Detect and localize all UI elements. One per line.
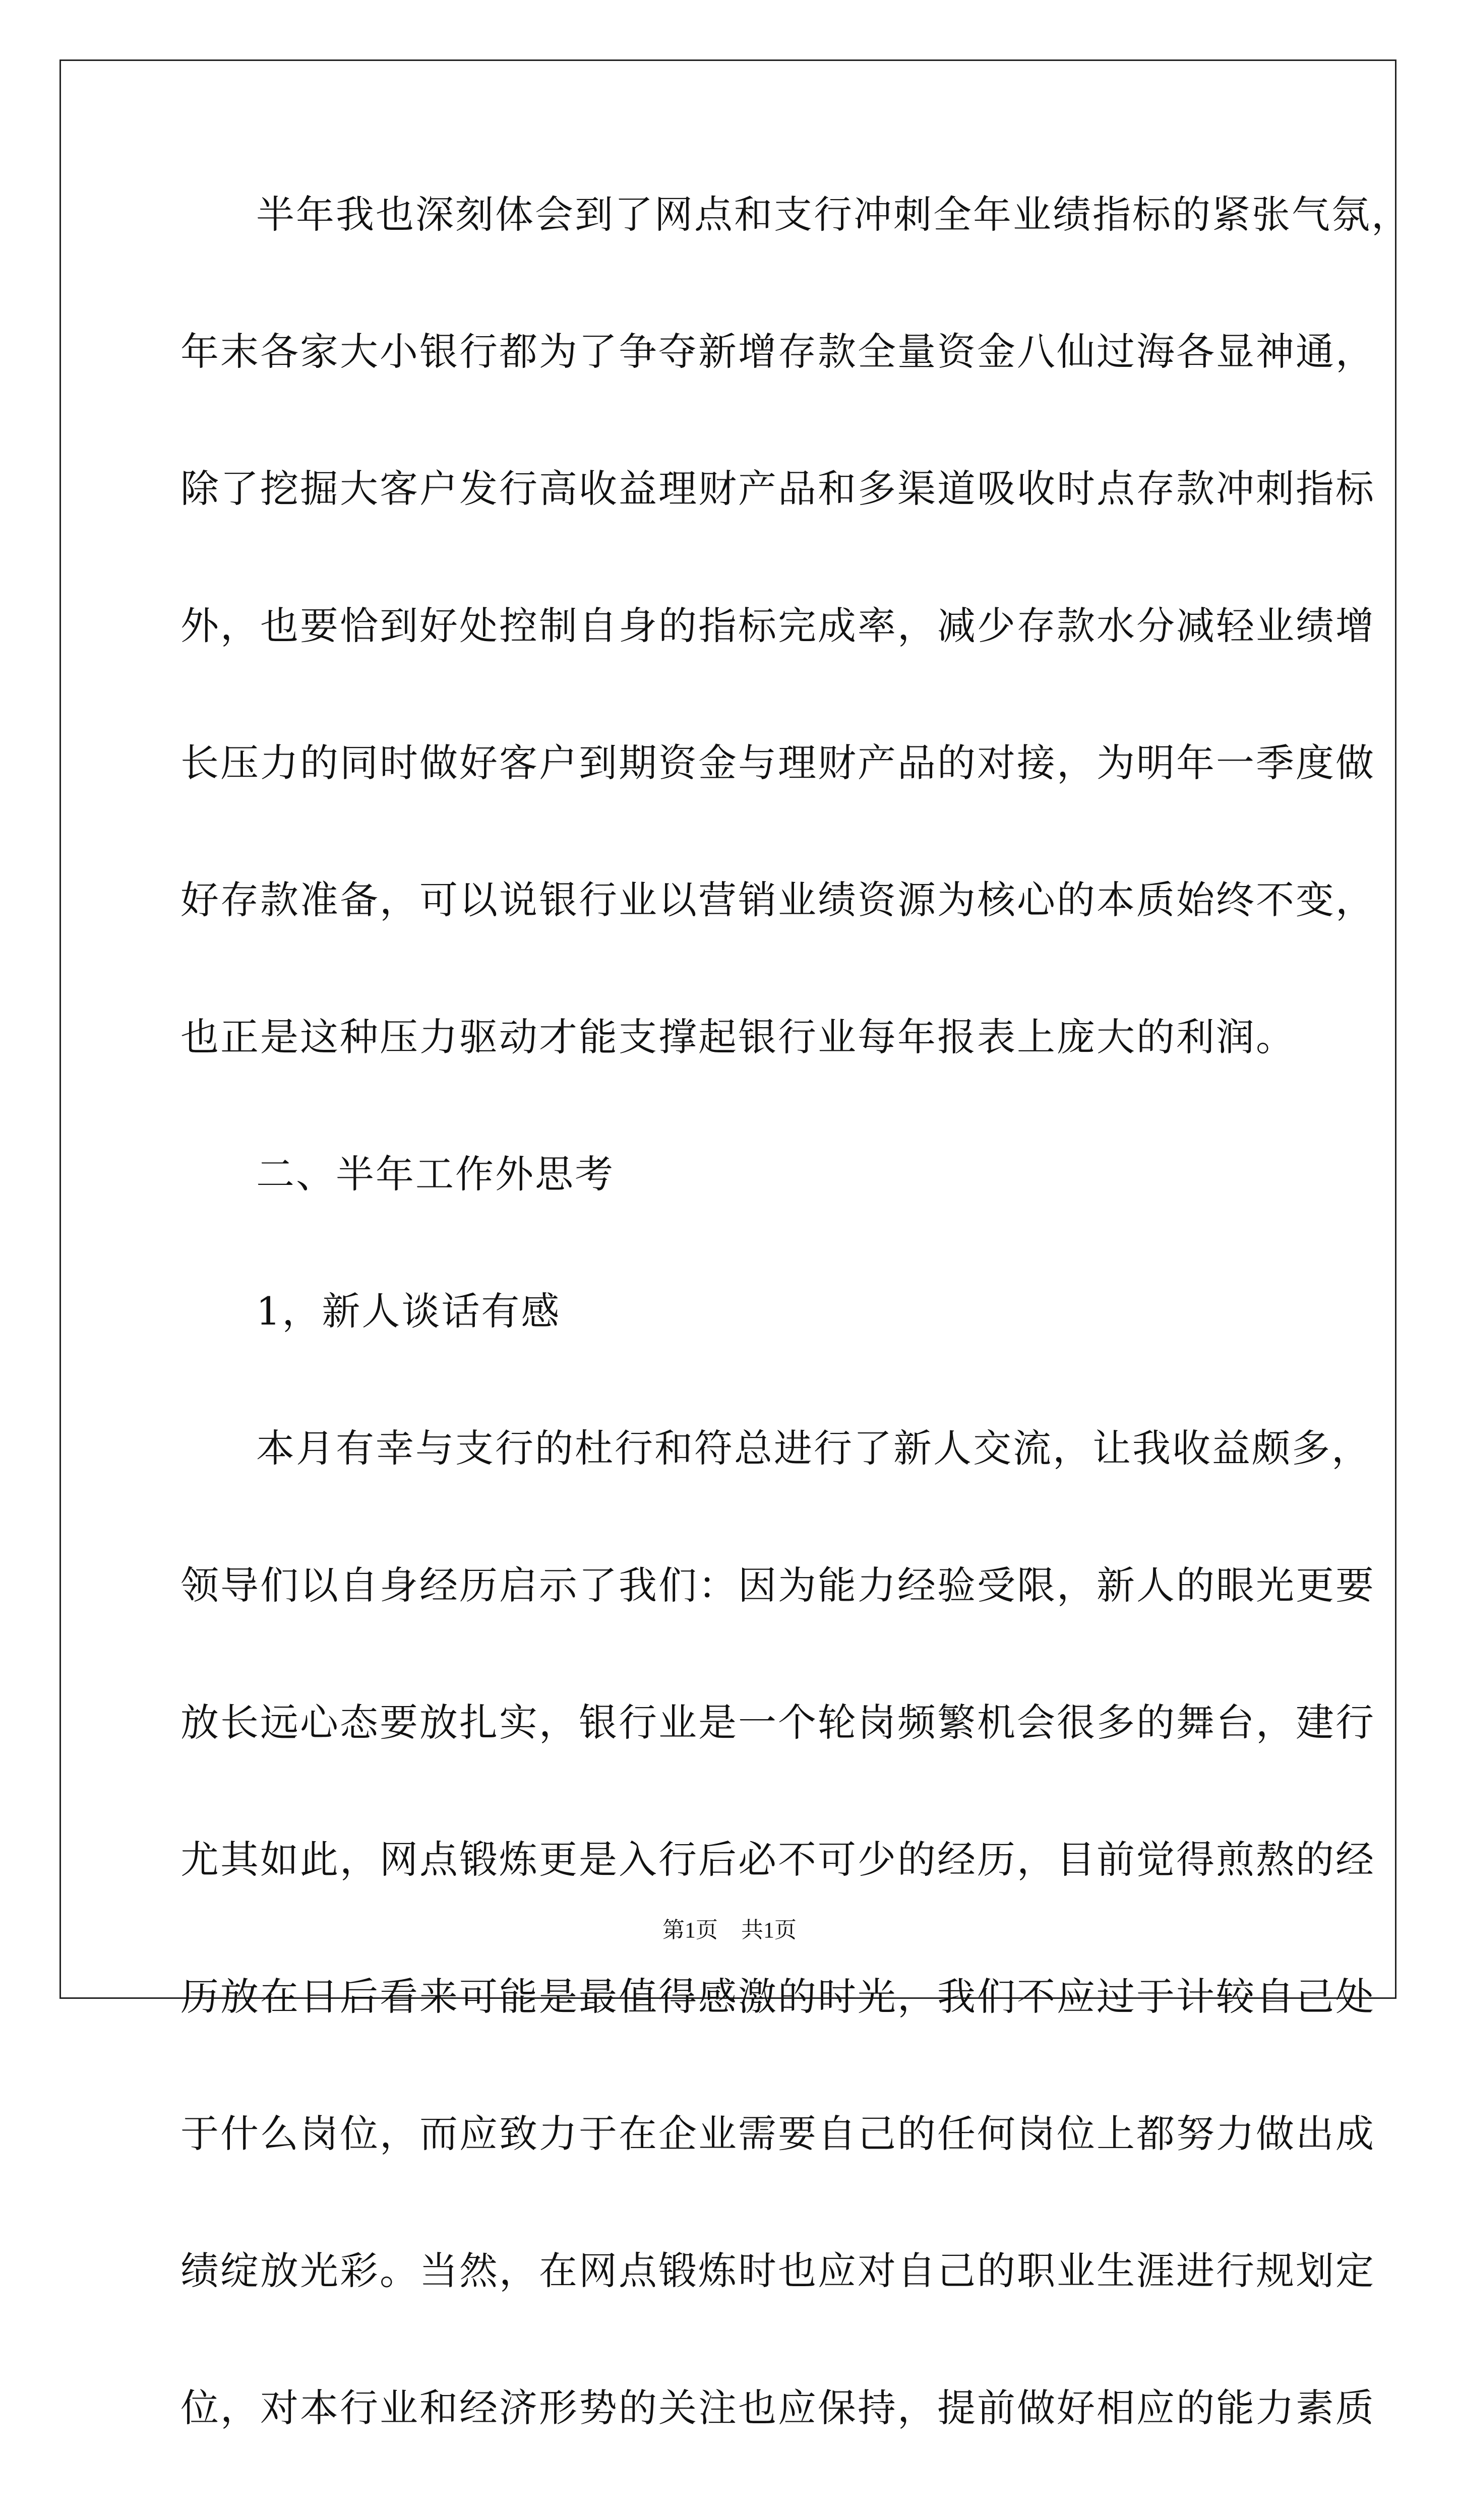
text-line: 好存款准备，可以说银行业以营销业绩资源为核心的本质始终不变， bbox=[180, 877, 1375, 922]
text-line: 本月有幸与支行的杜行和符总进行了新人交流，让我收益颇多， bbox=[256, 1426, 1371, 1471]
document-body bbox=[180, 192, 1411, 2520]
text-line: 年末各家大小银行都为了争夺新增存款全量资金八仙过海各显神通， bbox=[180, 329, 1375, 374]
page-footer bbox=[0, 1915, 1459, 1945]
section-heading: 二、半年工作外思考 bbox=[256, 1152, 615, 1196]
text-line: 放长远心态要放扎实，银行业是一个轮岗频繁机会很多的舞台，建行 bbox=[180, 1700, 1375, 1745]
page-total: 共1页 bbox=[741, 1918, 797, 1942]
page-number: 第1页 bbox=[662, 1918, 718, 1942]
text-line: 也正是这种压力驱动才能支撑起银行业每年报表上庞大的利润。 bbox=[180, 1015, 1296, 1059]
text-line: 尤其如此，网点锻炼更是入行后必不可少的经历，目前觉得煎熬的经 bbox=[180, 1837, 1375, 1882]
text-line: 历放在日后看来可能是最值得感激的时光，我们不应过于计较自己处 bbox=[180, 1974, 1375, 2019]
text-line: 长压力的同时做好客户到期资金与理财产品的对接，为明年一季度做 bbox=[180, 740, 1375, 785]
text-line: 位，对本行业和经济形势的关注也应保持，提前做好相应的能力素质 bbox=[180, 2385, 1375, 2430]
text-line: 领导们以自身经历启示了我们：因为能力经验受限，新人的眼光更要 bbox=[180, 1563, 1375, 1608]
subsection-heading: 1，新人谈话有感 bbox=[256, 1289, 561, 1334]
text-line: 半年我也深刻体会到了网点和支行冲刺全年业绩指标的紧张气氛， bbox=[256, 192, 1411, 237]
text-line: 于什么岗位，而应致力于在企业需要自己的任何岗位上都努力做出成 bbox=[180, 2111, 1375, 2156]
text-line: 绩绽放光彩。当然，在网点锻炼时也应对自己的职业生涯进行规划定 bbox=[180, 2248, 1375, 2293]
text-line: 外，也要恰到好处控制自身的指标完成率，减少存款水分减轻业绩增 bbox=[180, 603, 1375, 648]
text-line: 除了挖掘大客户发行高收益理财产品和多渠道吸收时点存款冲刺指标 bbox=[180, 466, 1375, 511]
